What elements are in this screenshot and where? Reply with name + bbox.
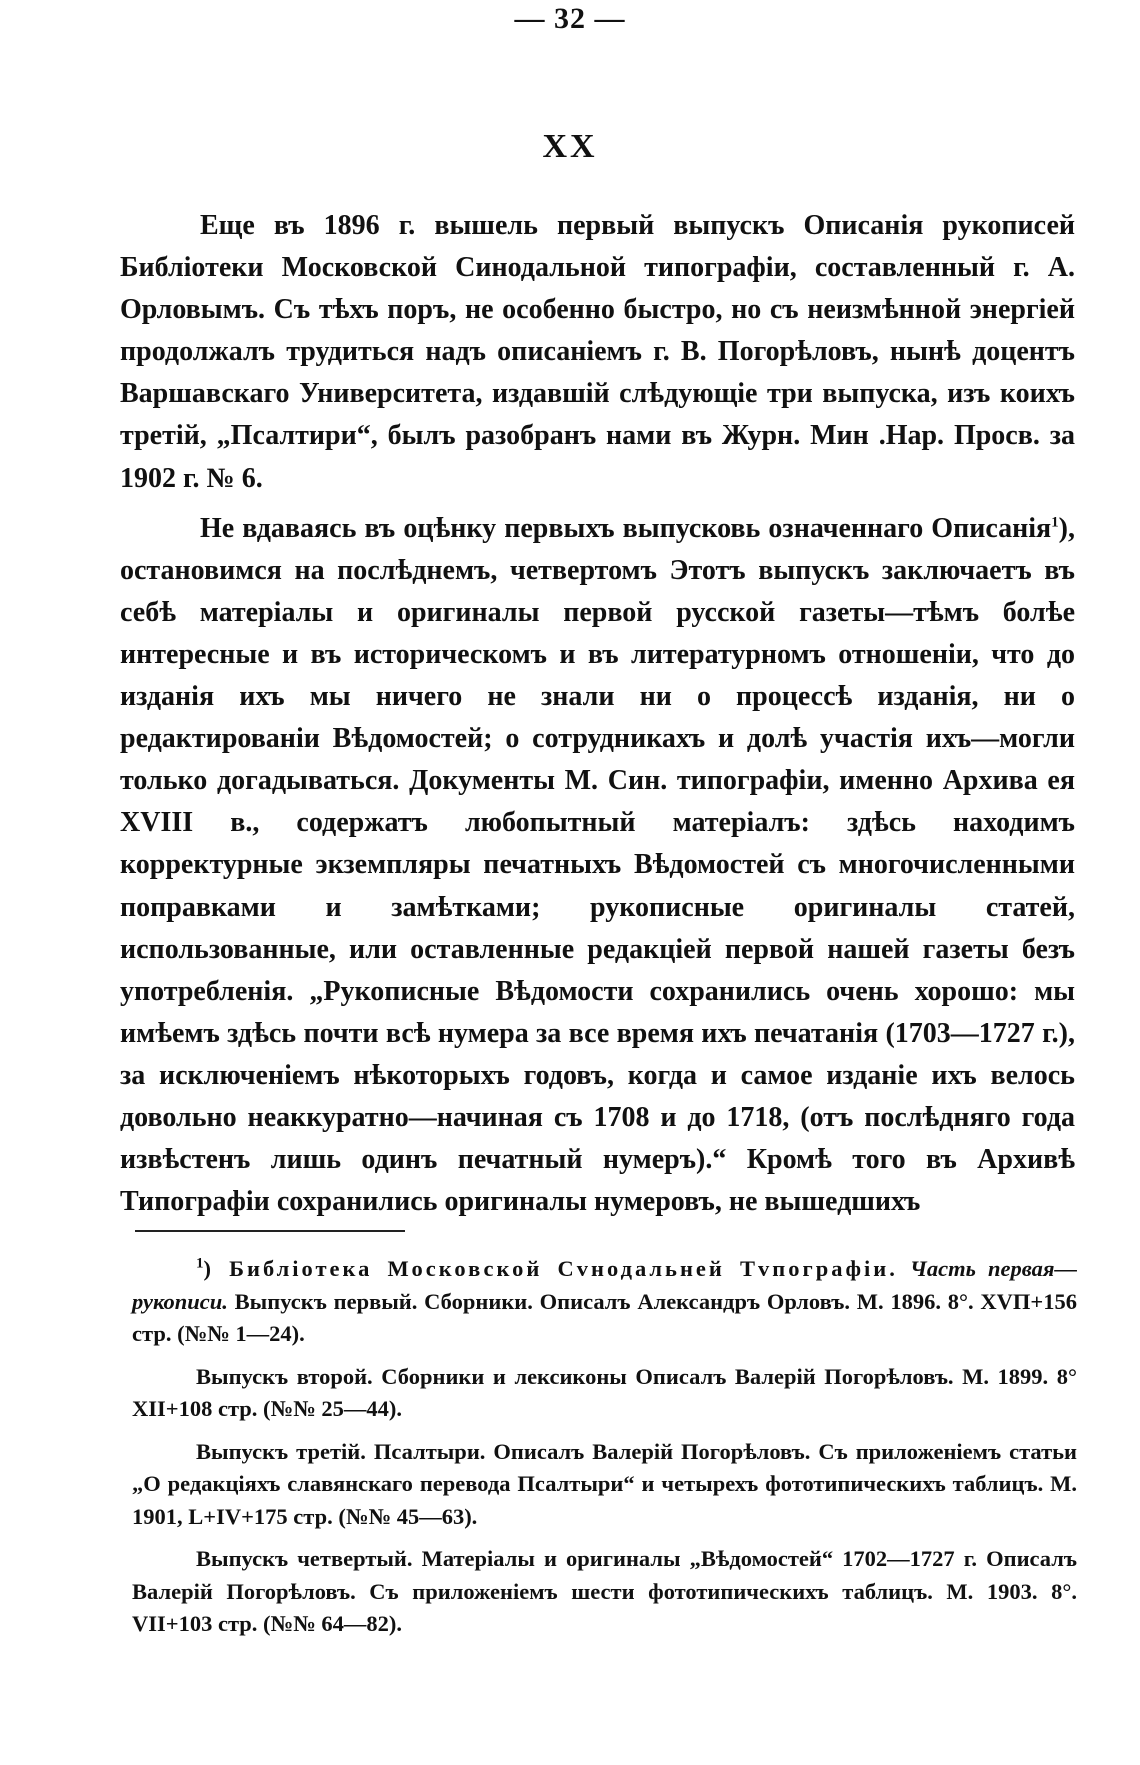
paragraph-2-start: Не вдаваясь въ оцѣнку первыхъ выпусковь означеннаго Описанія [200,512,1052,544]
paragraph-1: Еще въ 1896 г. вышель первый выпускъ Описанія рукописей Библіотеки Московской Синодальной типографіи, составленный г. А. Орловымъ. Съ тѣхъ поръ, не особенно быстро, но съ неизмѣнной энергіей продолжалъ трудиться надъ описаніемъ г. В. Погорѣловъ, нынѣ доцентъ Варшавскаго Университета, издавшій слѣдующіе три выпуска, изъ коихъ третій, „Псалтири“, былъ разобранъ нами въ Журн. Мин .Нар. Просв. за 1902 г. № 6. [120,210,1075,494]
footnote-1-rest: Выпускъ первый. Сборники. Описалъ Александръ Орловъ. М. 1896. 8°. XVП+156 стр. (№№ 1—24). [132,1288,1077,1346]
footnote-divider [135,1230,405,1232]
footnote-reference: 1 [1051,514,1059,531]
footnote-3: Выпускъ третій. Псалтыри. Описалъ Валерій Погорѣловъ. Съ приложеніемъ статьи „О редакціяхъ славянскаго перевода Псалтыри“ и четырехъ фототипическихъ таблицъ. М. 1901, L+IV+175 стр. (№№ 45—63). [132,1438,1077,1529]
footnote-1-title: ) Библіотека Московской Сvнодальней Тvпографіи. [203,1256,898,1281]
footnote-mark: 1 [196,1255,204,1272]
footnote-1 [132,1253,1077,1351]
footnote-4: Выпускъ четвертый. Матеріалы и оригиналы „Вѣдомостей“ 1702—1727 г. Описалъ Валерій Погорѣловъ. Съ приложеніемъ шести фототипическихъ таблицъ. М. 1903. 8°. VII+103 стр. (№№ 64—82). [132,1546,1077,1636]
footnotes [132,1253,1077,1651]
paragraph-2 [120,508,1075,1224]
paragraph-2-rest: ), остановимся на послѣднемъ, четвертомъ Этотъ выпускъ заключаетъ въ себѣ матеріалы и оригиналы первой русской газеты—тѣмъ болѣе интересные и въ историческомъ и въ литературномъ отношеніи, что до изданія ихъ мы ничего не знали ни о процессѣ изданія, ни о редактированіи Вѣдомостей; о сотрудникахъ и долѣ участія ихъ—могли только догадываться. Документы М. Син. типографіи, именно Архива ея XVIII в., содержатъ любопытный матеріалъ: здѣсь находимъ корректурные экземпляры печатныхъ Вѣдомостей съ многочисленными поправками и замѣтками; рукописные оригиналы статей, использованные, или оставленные редакціей первой нашей газеты безъ употребленія. „Рукописные Вѣдомости сохранились очень хорошо: мы имѣемъ здѣсь почти всѣ нумера за все время ихъ печатанія (1703—1727 г.), за исключеніемъ нѣкоторыхъ годовъ, когда и самое изданіе ихъ велось довольно неаккуратно—начиная съ 1708 и до 1718, (отъ послѣдняго года извѣстенъ лишь одинъ печатный нумеръ).“ Кромѣ того въ Архивѣ Типографіи сохранились оригиналы нумеровъ, не вышедшихъ [120,512,1075,1218]
main-text [120,205,1075,1223]
page-number: — 32 — [514,2,626,35]
footnote-1-part: Часть первая—рукописи. [132,1256,1078,1314]
footnote-2: Выпускъ второй. Сборники и лексиконы Описалъ Валерій Погорѣловъ. М. 1899. 8° XII+108 стр. (№№ 25—44). [132,1363,1077,1421]
section-title: XX [542,128,598,165]
